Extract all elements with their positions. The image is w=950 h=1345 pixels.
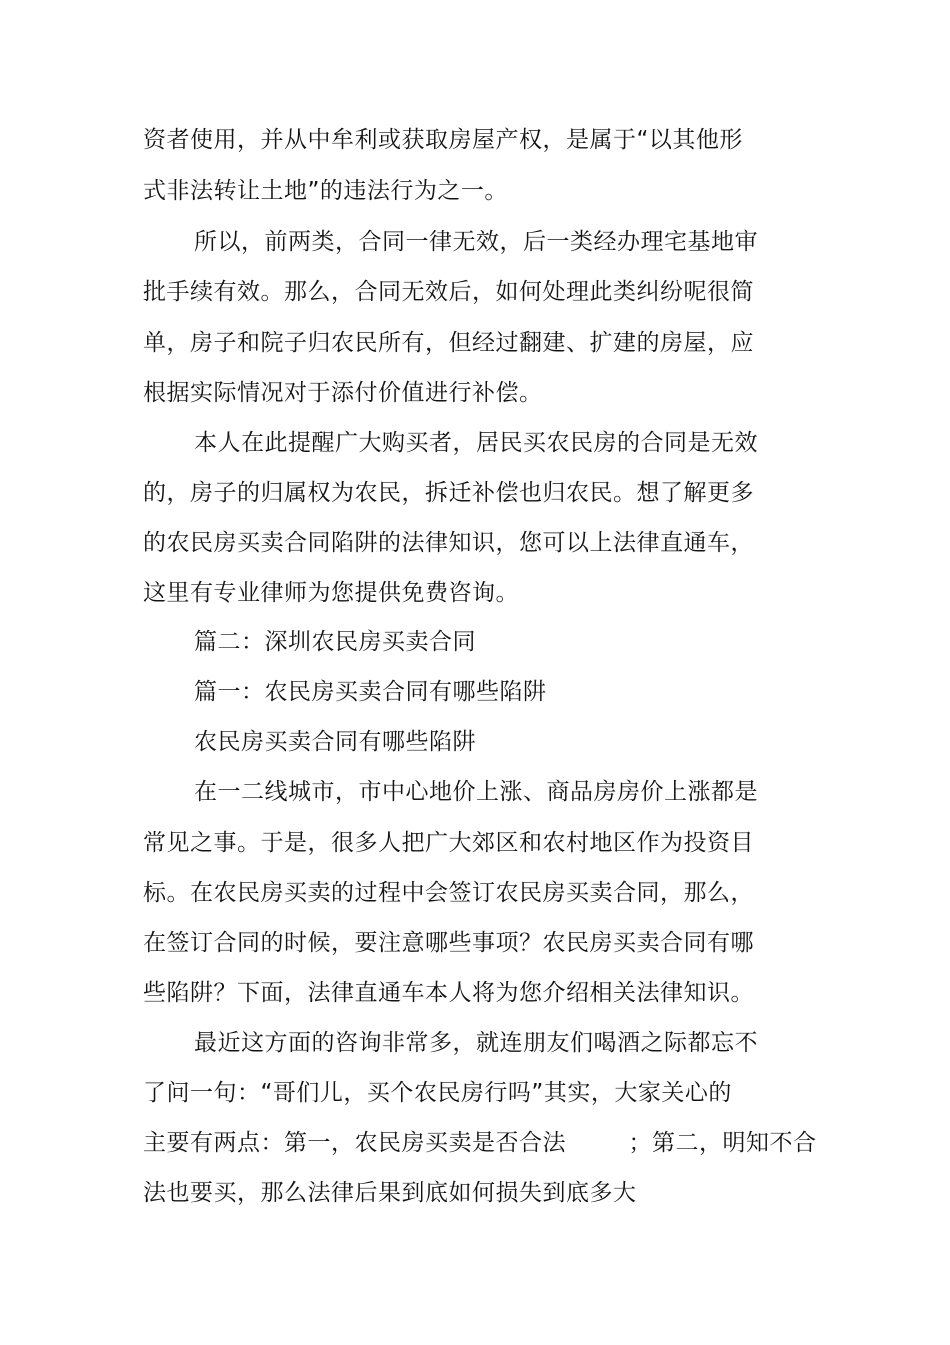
- paragraph-start-line: 所以，前两类，合同一律无效，后一类经办理宅基地审: [194, 229, 758, 255]
- section-heading: 篇一：农民房买卖合同有哪些陷阱: [194, 679, 547, 705]
- text-line: 法也要买，那么法律后果到底如何损失到底多大: [143, 1180, 637, 1206]
- paragraph-start-line: 在一二线城市，市中心地价上涨、商品房房价上涨都是: [194, 779, 758, 805]
- text-line: 这里有专业律师为您提供免费咨询。: [143, 580, 519, 606]
- section-heading: 篇二：深圳农民房买卖合同: [194, 629, 476, 655]
- text-line: 批手续有效。那么，合同无效后，如何处理此类纠纷呢很简: [143, 279, 754, 305]
- text-line: 资者使用，并从中牟利或获取房屋产权，是属于“以其他形: [143, 127, 743, 153]
- text-line: 些陷阱？下面，法律直通车本人将为您介绍相关法律知识。: [143, 980, 754, 1006]
- text-line: 在签订合同的时候，要注意哪些事项？农民房买卖合同有哪: [143, 930, 754, 956]
- paragraph-start-line: 最近这方面的咨询非常多，就连朋友们喝酒之际都忘不: [194, 1030, 758, 1056]
- text-line: 单，房子和院子归农民所有，但经过翻建、扩建的房屋，应: [143, 330, 754, 356]
- text-line: 式非法转让土地”的违法行为之一。: [143, 178, 508, 204]
- text-line: 主要有两点：第一，农民房买卖是否合法 ；第二，明知不合: [143, 1130, 817, 1156]
- text-line: 根据实际情况对于添付价值进行补偿。: [143, 380, 543, 406]
- text-line: 了问一句：“哥们儿，买个农民房行吗”其实，大家关心的: [143, 1080, 732, 1106]
- paragraph-start-line: 本人在此提醒广大购买者，居民买农民房的合同是无效: [194, 430, 758, 456]
- article-title: 农民房买卖合同有哪些陷阱: [194, 729, 476, 755]
- text-line: 的农民房买卖合同陷阱的法律知识，您可以上法律直通车，: [143, 530, 754, 556]
- text-line: 标。在农民房买卖的过程中会签订农民房买卖合同，那么，: [143, 880, 754, 906]
- text-line: 常见之事。于是，很多人把广大郊区和农村地区作为投资目: [143, 830, 754, 856]
- text-line: 的，房子的归属权为农民，拆迁补偿也归农民。想了解更多: [143, 480, 754, 506]
